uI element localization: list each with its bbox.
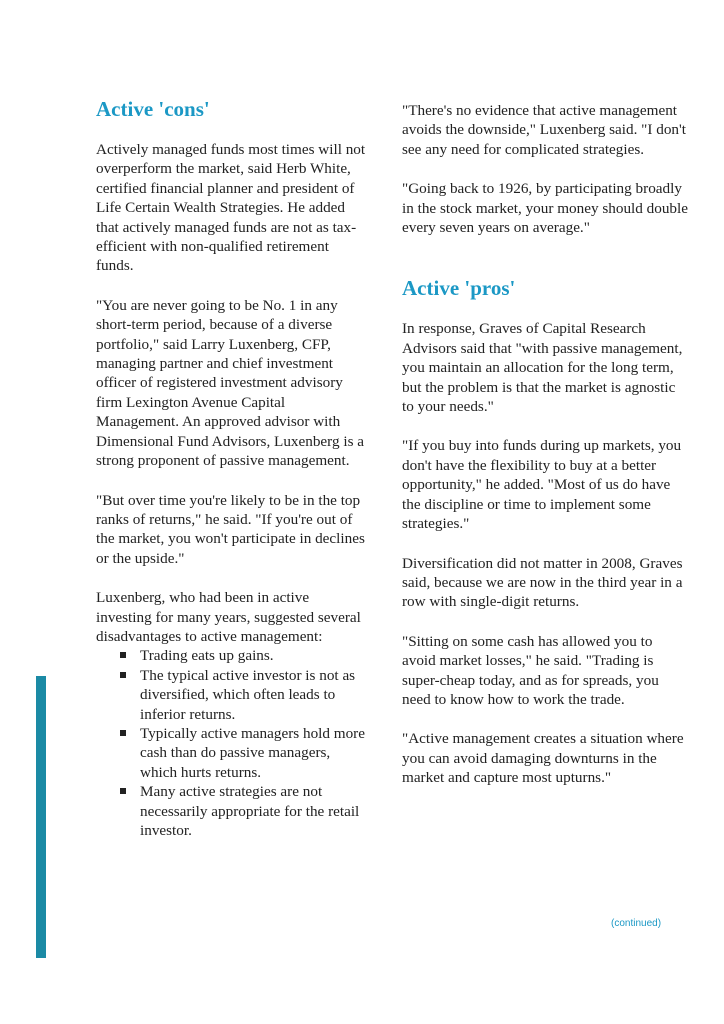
list-item [120,666,368,724]
list-item [120,724,368,782]
list-item-text: The typical active investor is not as diversified, which often leads to inferior returns. [140,666,356,723]
bullet-icon [120,730,126,736]
paragraph: "If you buy into funds during up markets, you don't have the flexibility to buy at a better opportunity," he added. "Most of us do have the discipline or time to implement some strategies." [402,437,682,533]
list-item-text: Typically active managers hold more cash than do passive managers, which hurts returns. [140,724,365,781]
continued-label: (continued) [611,918,662,929]
paragraph: Diversification did not matter in 2008, Graves said, because we are now in the third year in a row with single-digit returns. [402,554,683,611]
paragraph: "Active management creates a situation where you can avoid damaging downturns in the market and capture most upturns." [402,730,684,787]
list-item-text: Many active strategies are not necessarily appropriate for the retail investor. [140,783,360,839]
list-item [120,782,368,840]
left-column [96,96,368,840]
paragraph: "Sitting on some cash has allowed you to avoid market losses," he said. "Trading is super-cheap today, and as for spreads, you need to know how to work the trade. [402,632,659,708]
accent-bar [36,676,46,958]
paragraph: In response, Graves of Capital Research Advisors said that "with passive management, you maintain an allocation for the long term, but the problem is that the market is agnostic to your needs." [402,320,683,416]
bullet-icon [120,788,126,794]
paragraph: Actively managed funds most times will not overperform the market, said Herb White, certified financial planner and president of Life Certain Wealth Strategies. He added that actively managed funds are not as tax-efficient with non-qualified retirement funds. [96,141,366,275]
paragraph: "But over time you're likely to be in the top ranks of returns," he said. "If you're out of the market, you won't participate in declines or the upside." [96,491,365,567]
disadvantages-list [96,646,368,840]
paragraph: "There's no evidence that active management avoids the downside," Luxenberg said. "I don't see any need for complicated strategies. [402,102,686,158]
right-column [402,101,688,808]
bullet-icon [120,672,126,678]
paragraph: "Going back to 1926, by participating broadly in the stock market, your money should double every seven years on average." [402,180,688,237]
paragraph: "You are never going to be No. 1 in any short-term period, because of a diverse portfolio," said Larry Luxenberg, CFP, managing partner and chief investment officer of registered investment advisory firm Lexington Avenue Capital Management. An approved advisor with Dimensional Fund Advisors, Luxenberg is a strong proponent of passive management. [96,296,365,470]
section-heading-pros: Active 'pros' [402,276,516,301]
section-heading-cons: Active 'cons' [96,97,210,121]
list-item-text: Trading eats up gains. [140,647,274,665]
bullet-icon [120,652,126,658]
list-item [120,646,368,665]
paragraph: Luxenberg, who had been in active investing for many years, suggested several disadvantages to active management: [96,589,361,645]
